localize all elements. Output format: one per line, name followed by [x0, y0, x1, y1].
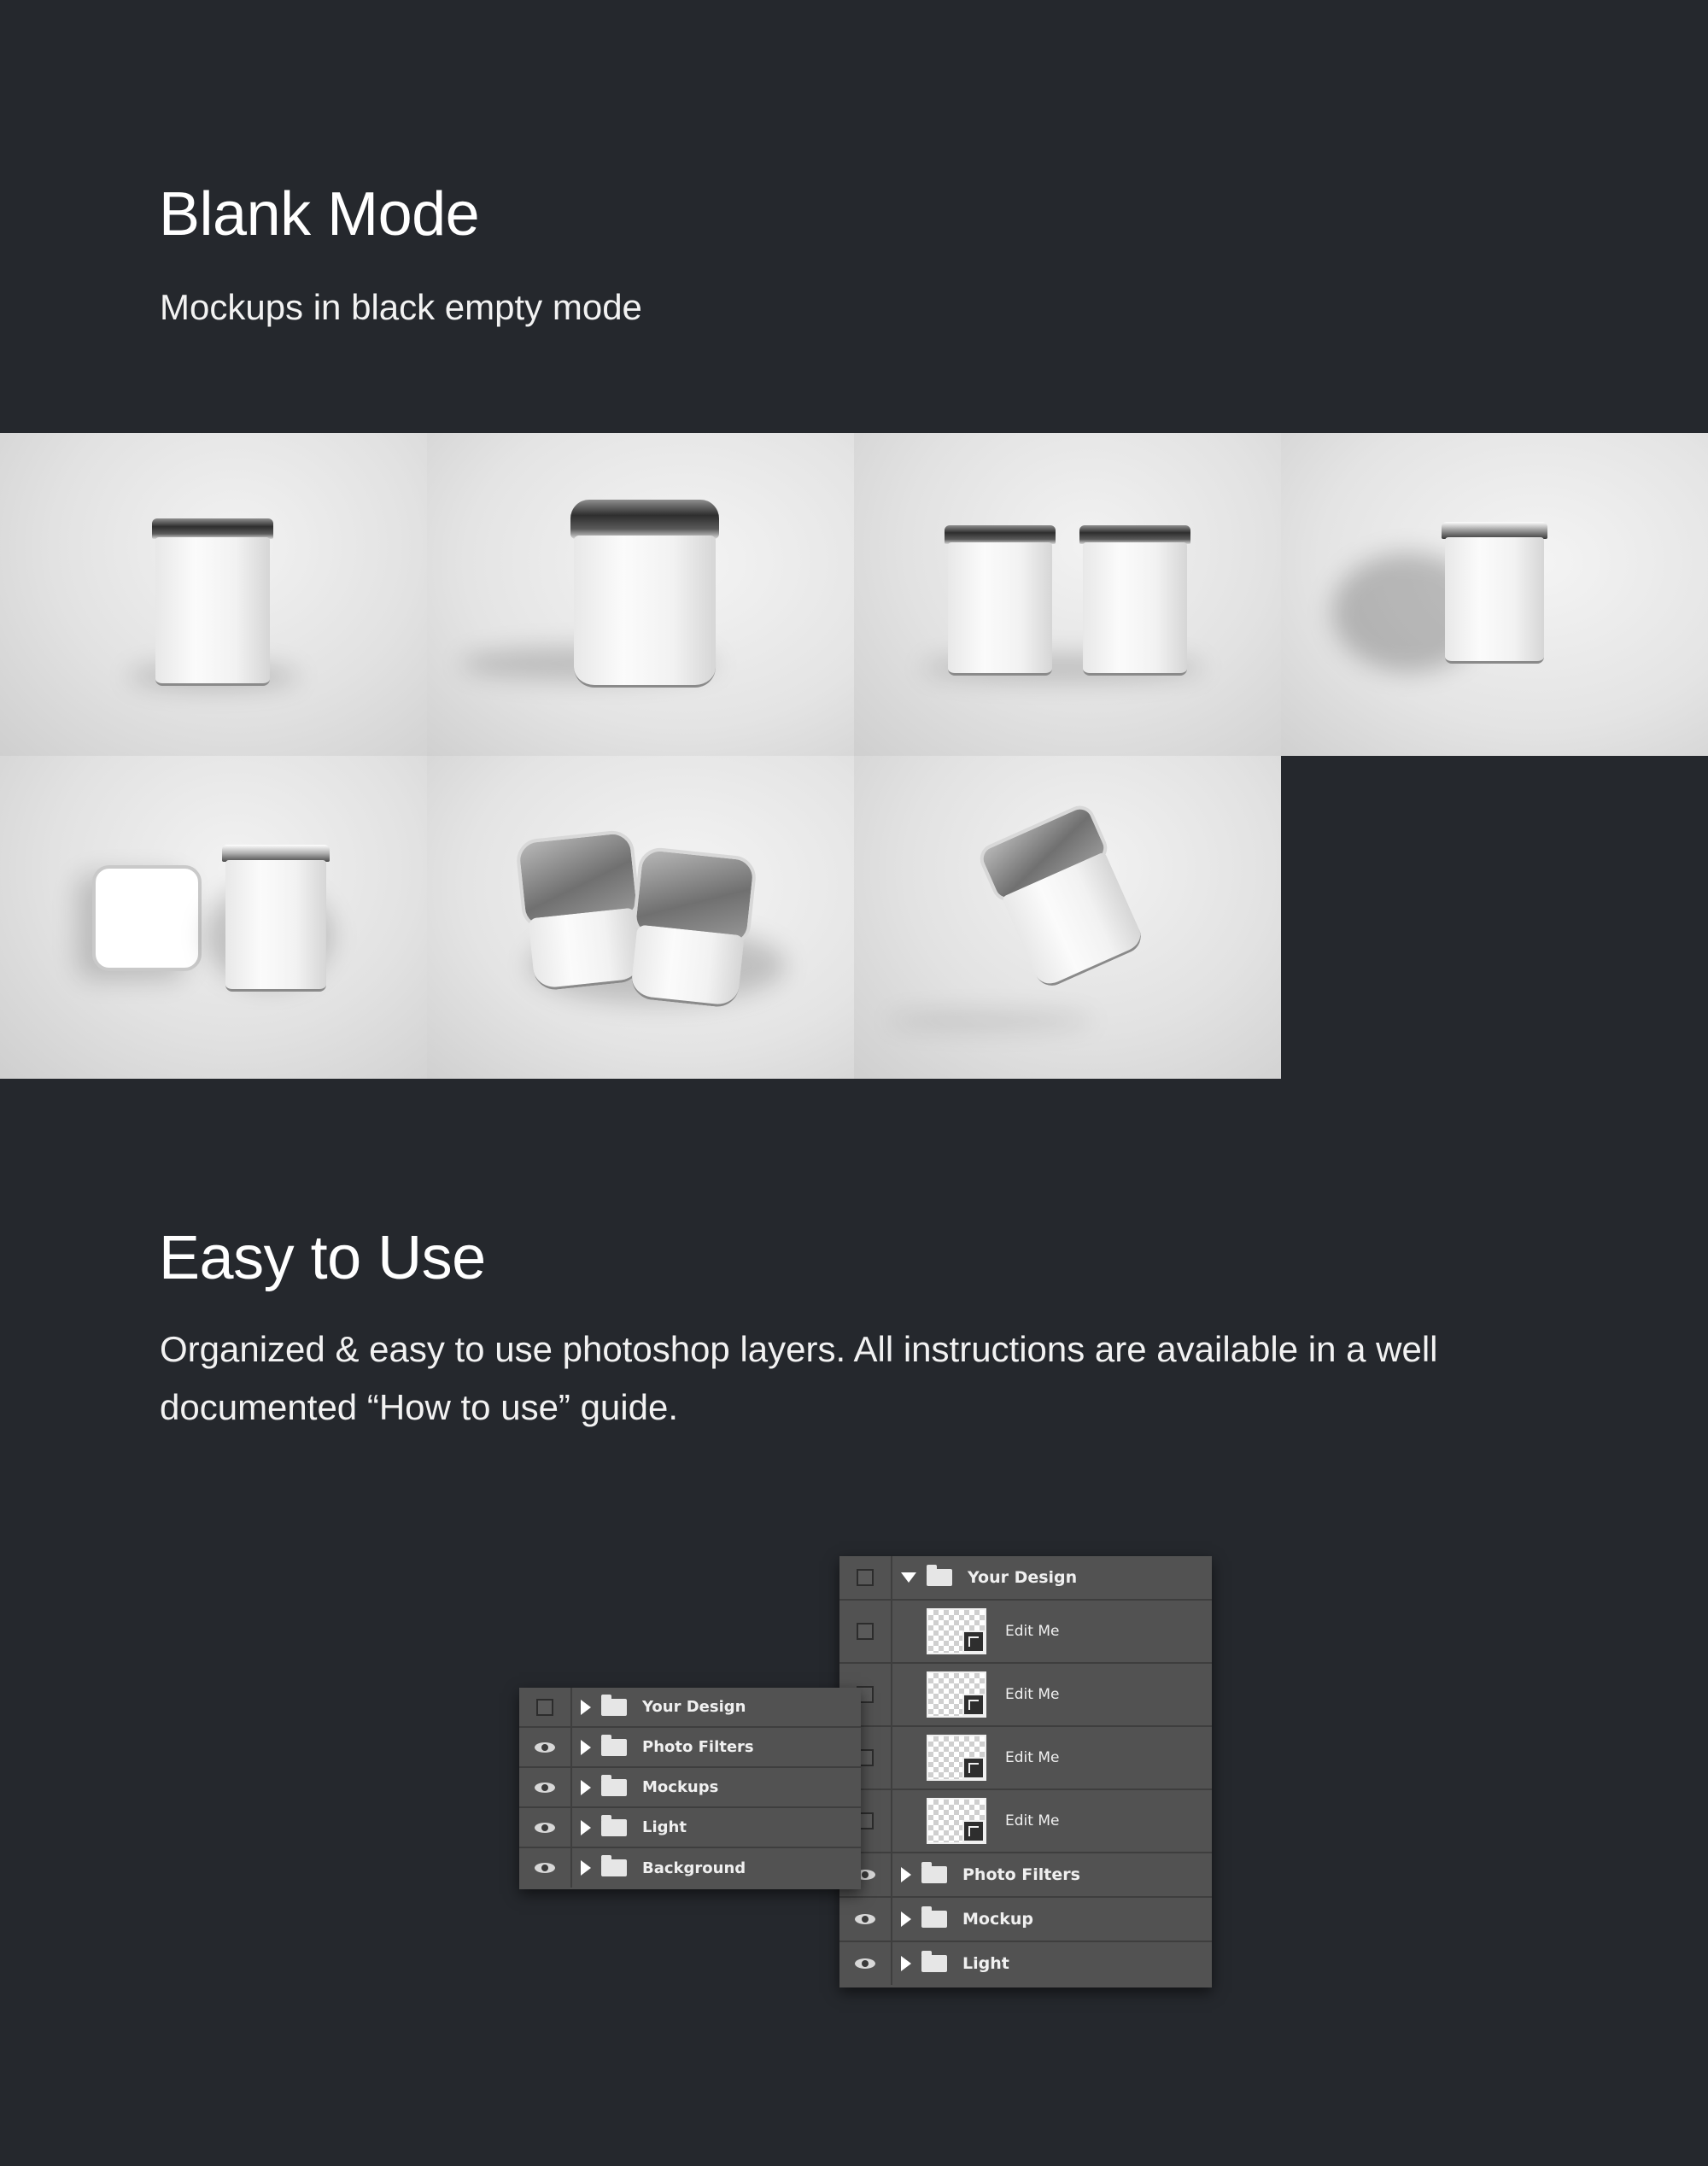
folder-icon: [601, 1859, 627, 1876]
layer-name: Mockups: [642, 1778, 719, 1796]
layer-group-background[interactable]: [519, 1848, 861, 1888]
eye-icon[interactable]: [535, 1742, 555, 1753]
folder-icon: [921, 1955, 947, 1972]
layer-name: Background: [642, 1859, 746, 1877]
folder-icon: [601, 1819, 627, 1836]
folder-icon: [601, 1779, 627, 1796]
photo-floating-tilted-tin: [854, 756, 1281, 1079]
folder-open-icon: [927, 1569, 952, 1586]
smart-object-thumbnail: [927, 1735, 986, 1781]
visibility-off-box[interactable]: [857, 1623, 874, 1640]
smart-object-thumbnail: [927, 1798, 986, 1844]
layer-name: Edit Me: [1005, 1749, 1060, 1766]
layer-group-mockups[interactable]: [519, 1768, 861, 1808]
photo-tin-with-lid-off: [0, 756, 427, 1079]
smart-object-thumbnail: [927, 1608, 986, 1654]
layer-smart-object[interactable]: [839, 1727, 1212, 1790]
layers-panel-expanded: [839, 1556, 1212, 1987]
layer-name: Your Design: [968, 1568, 1078, 1587]
layer-smart-object[interactable]: [839, 1664, 1212, 1727]
photo-single-tin-front: [0, 433, 427, 756]
eye-icon[interactable]: [855, 1914, 875, 1924]
eye-icon[interactable]: [535, 1863, 555, 1873]
layer-name: Light: [642, 1818, 687, 1836]
layer-group-photo-filters[interactable]: [519, 1728, 861, 1768]
smart-object-icon: [962, 1757, 985, 1779]
layer-group-your-design[interactable]: [519, 1688, 861, 1728]
layer-name: Edit Me: [1005, 1623, 1060, 1640]
expand-arrow-icon[interactable]: [901, 1911, 911, 1927]
expand-arrow-icon[interactable]: [581, 1820, 591, 1835]
layer-name: Photo Filters: [642, 1738, 754, 1756]
layer-name: Mockup: [962, 1910, 1033, 1929]
layer-name: Photo Filters: [962, 1865, 1080, 1884]
layer-group-photo-filters[interactable]: [839, 1853, 1212, 1898]
layer-name: Edit Me: [1005, 1686, 1060, 1703]
eye-icon[interactable]: [535, 1823, 555, 1833]
blank-mode-subtitle: Mockups in black empty mode: [160, 287, 642, 327]
expand-arrow-icon[interactable]: [581, 1700, 591, 1715]
eye-icon[interactable]: [535, 1783, 555, 1793]
layer-name: Light: [962, 1954, 1009, 1973]
layer-group-light[interactable]: [839, 1942, 1212, 1985]
layer-name: Your Design: [642, 1698, 746, 1716]
layer-group-your-design[interactable]: [839, 1556, 1212, 1601]
expand-arrow-icon[interactable]: [901, 1956, 911, 1971]
layer-group-mockup[interactable]: [839, 1898, 1212, 1942]
folder-icon: [601, 1739, 627, 1756]
layer-smart-object[interactable]: [839, 1790, 1212, 1853]
layer-name: Edit Me: [1005, 1812, 1060, 1829]
easy-to-use-title: Easy to Use: [159, 1224, 486, 1292]
photo-single-tin-side-light: [1281, 433, 1708, 756]
smart-object-icon: [962, 1630, 985, 1653]
expand-arrow-icon[interactable]: [581, 1740, 591, 1755]
expand-arrow-icon[interactable]: [901, 1867, 911, 1882]
folder-icon: [921, 1866, 947, 1883]
easy-to-use-description: Organized & easy to use photoshop layers. All instructions are available in a well documented “How to use” guide.: [160, 1329, 1438, 1427]
layer-smart-object[interactable]: [839, 1601, 1212, 1664]
expand-arrow-icon[interactable]: [581, 1780, 591, 1795]
layers-panel-collapsed: [519, 1688, 861, 1889]
photo-single-tin-angled: [427, 433, 854, 756]
smart-object-thumbnail: [927, 1671, 986, 1718]
visibility-off-box[interactable]: [857, 1569, 874, 1586]
collapse-arrow-icon[interactable]: [901, 1572, 916, 1583]
layer-group-light[interactable]: [519, 1808, 861, 1848]
smart-object-icon: [962, 1820, 985, 1842]
smart-object-icon: [962, 1694, 985, 1716]
photo-two-tins-front: [854, 433, 1281, 756]
blank-mode-title: Blank Mode: [159, 180, 480, 249]
visibility-off-box[interactable]: [536, 1699, 553, 1716]
eye-icon[interactable]: [855, 1958, 875, 1969]
expand-arrow-icon[interactable]: [581, 1860, 591, 1876]
folder-icon: [921, 1911, 947, 1928]
folder-icon: [601, 1699, 627, 1716]
photo-two-tins-top-view: [427, 756, 854, 1079]
